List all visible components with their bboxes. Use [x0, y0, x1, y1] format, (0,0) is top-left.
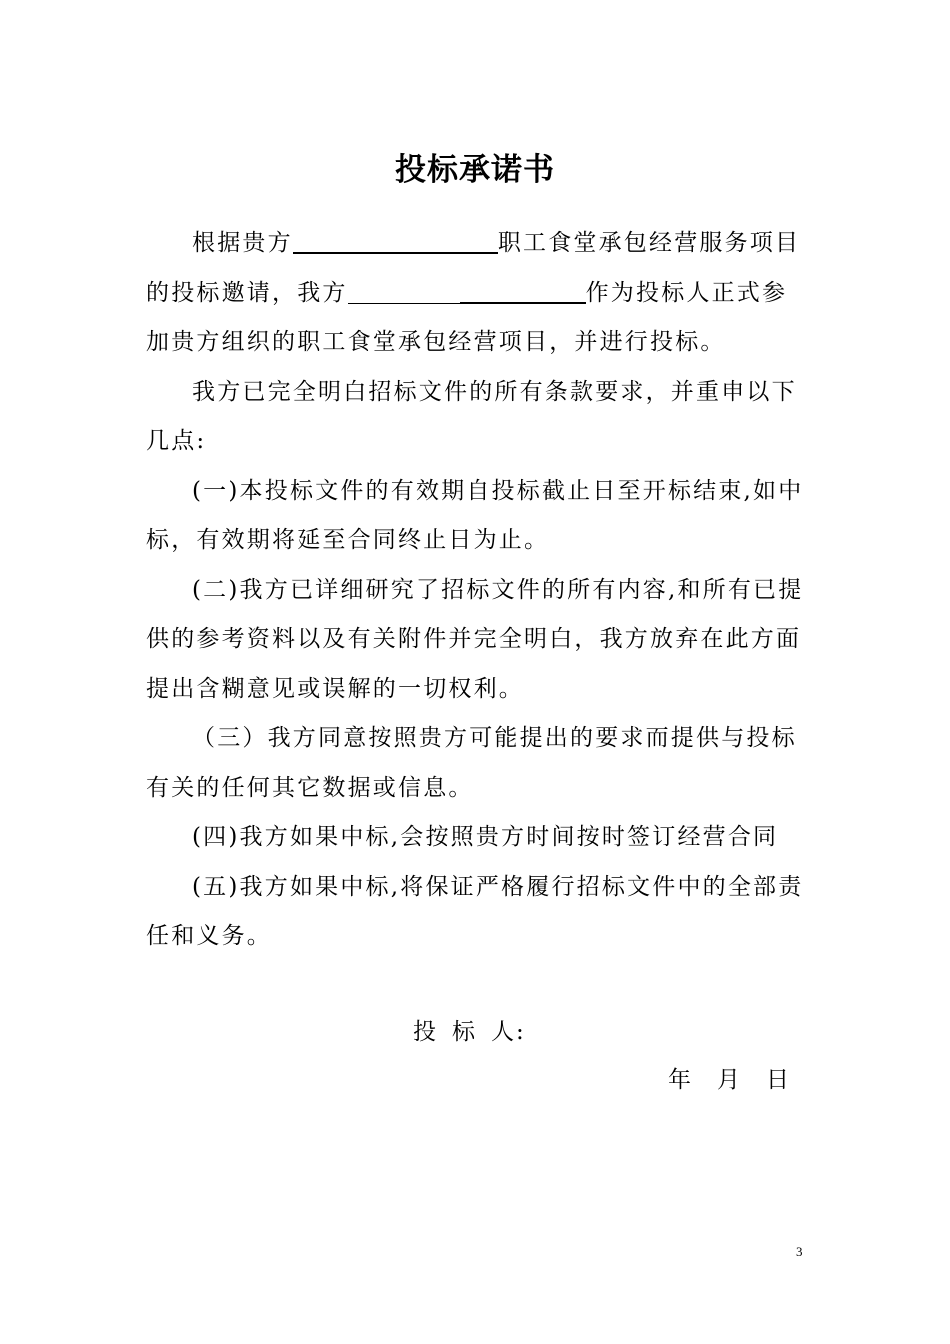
- paragraph-item-3: （三）我方同意按照贵方可能提出的要求而提供与投标有关的任何其它数据或信息。: [146, 725, 797, 801]
- page-number: 3: [796, 1244, 803, 1259]
- document-body: [146, 219, 806, 962]
- document-title: 投标承诺书: [395, 152, 555, 188]
- date-day-label: 日: [766, 1067, 789, 1093]
- signature-label-char: 标: [452, 1019, 477, 1045]
- paragraph-text: 根据贵方: [192, 230, 293, 256]
- paragraph-item-1: (一)本投标文件的有效期自投标截止日至开标结束,如中标，有效期将延至合同终止日为止。: [146, 477, 804, 553]
- paragraph-item-2: (二)我方已详细研究了招标文件的所有内容,和所有已提供的参考资料以及有关附件并完全明白，我方放弃在此方面提出含糊意见或误解的一切权利。: [146, 576, 804, 702]
- date-month-label: 月: [717, 1067, 740, 1093]
- fill-in-blank-bidder: [348, 277, 460, 304]
- paragraph-item-4: (四)我方如果中标,会按照贵方时间按时签订经营合同: [192, 824, 779, 850]
- paragraph-item-5: (五)我方如果中标,将保证严格履行招标文件中的全部责任和义务。: [146, 873, 804, 949]
- signature-label-char: 人:: [491, 1019, 526, 1045]
- paragraph-text: 职工食堂承包经营服务项目的投标邀请，我方: [146, 230, 801, 306]
- date-year-label: 年: [668, 1067, 691, 1093]
- fill-in-blank-bidder-extension: [460, 276, 586, 304]
- paragraph-text: 作为投标人正式参加贵方组织的职工食堂承包经营项目，并进行投标。: [146, 279, 788, 355]
- paragraph-invitation: [146, 219, 806, 368]
- signature-label-char: 投: [413, 1019, 438, 1045]
- paragraph-acknowledgement: 我方已完全明白招标文件的所有条款要求，并重申以下几点:: [146, 378, 797, 454]
- signature-line: [413, 1012, 526, 1052]
- fill-in-blank-tenderer: [293, 226, 498, 254]
- date-line: [668, 1060, 789, 1100]
